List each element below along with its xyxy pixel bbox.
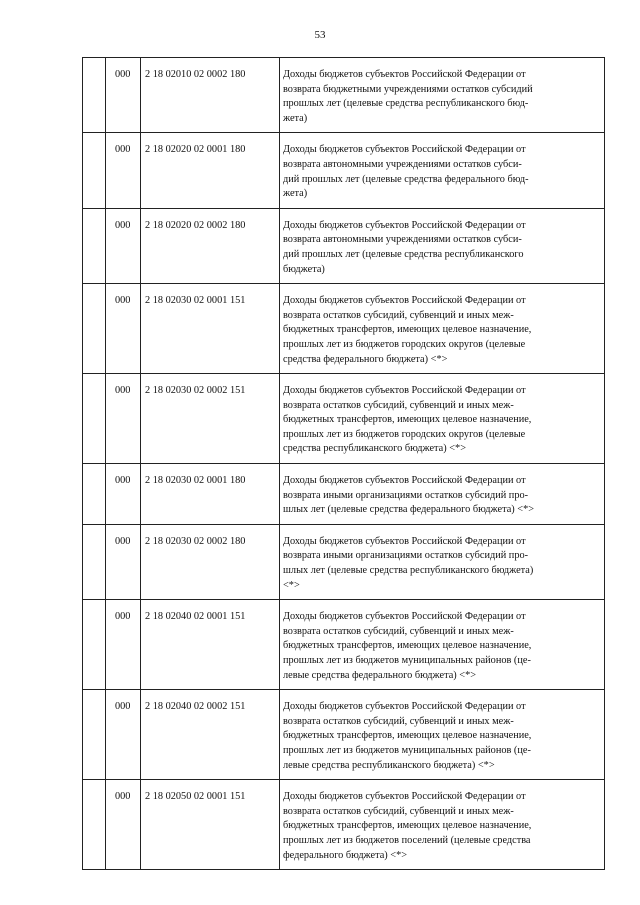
- description-line: прошлых лет из бюджетов муниципальных районов (це-: [283, 655, 531, 666]
- description-line: федерального бюджета) <*>: [283, 849, 408, 861]
- admin-code-cell: 000: [106, 690, 141, 780]
- revenue-description-cell: [280, 690, 605, 780]
- revenue-code-cell: 2 18 02020 02 0002 180: [141, 208, 280, 283]
- description-line: бюджетных трансфертов, имеющих целевое назначение,: [283, 730, 532, 742]
- table-row: [83, 780, 605, 870]
- description-line: прошлых лет из бюджетов поселений (целевые средства: [283, 834, 531, 846]
- revenue-code-cell: 2 18 02010 02 0002 180: [141, 58, 280, 133]
- revenue-code-cell: 2 18 02040 02 0001 151: [141, 600, 280, 690]
- description-line: бюджетных трансфертов, имеющих целевое назначение,: [283, 324, 532, 336]
- table-row: [83, 133, 605, 208]
- row-blank-cell: [83, 690, 106, 780]
- description-line: шлых лет (целевые средства федерального бюджета) <*>: [283, 504, 535, 516]
- revenue-description-cell: [280, 780, 605, 870]
- description-line: Доходы бюджетов субъектов Российской Федерации от: [283, 701, 526, 713]
- table-row: [83, 464, 605, 525]
- table-row: [83, 374, 605, 464]
- description-line: возврата автономными учреждениями остатков субси-: [283, 234, 522, 246]
- admin-code-cell: 000: [106, 524, 141, 599]
- description-line: Доходы бюджетов субъектов Российской Федерации от: [283, 535, 526, 547]
- description-line: бюджетных трансфертов, имеющих целевое назначение,: [283, 640, 532, 652]
- description-line: Доходы бюджетов субъектов Российской Федерации от: [283, 791, 526, 803]
- row-blank-cell: [83, 374, 106, 464]
- description-line: средства республиканского бюджета) <*>: [283, 443, 467, 455]
- description-line: возврата остатков субсидий, субвенций и иных меж-: [283, 399, 514, 411]
- admin-code-cell: 000: [106, 464, 141, 525]
- revenue-code-cell: 2 18 02050 02 0001 151: [141, 780, 280, 870]
- description-line: Доходы бюджетов субъектов Российской Федерации от: [283, 144, 526, 156]
- description-line: возврата остатков субсидий, субвенций и иных меж-: [283, 309, 514, 321]
- description-line: возврата остатков субсидий, субвенций и иных меж-: [283, 625, 514, 637]
- description-line: дий прошлых лет (целевые средства федерального бюд-: [283, 173, 529, 185]
- description-line: возврата остатков субсидий, субвенций и иных меж-: [283, 715, 514, 727]
- description-line: Доходы бюджетов субъектов Российской Федерации от: [283, 219, 526, 231]
- description-line: Доходы бюджетов субъектов Российской Федерации от: [283, 385, 526, 397]
- description-line: бюджетных трансфертов, имеющих целевое назначение,: [283, 820, 532, 832]
- description-line: шлых лет (целевые средства республиканского бюджета): [283, 565, 534, 577]
- revenue-code-cell: 2 18 02030 02 0001 151: [141, 284, 280, 374]
- description-line: возврата иными организациями остатков субсидий про-: [283, 489, 529, 501]
- revenue-description-cell: [280, 133, 605, 208]
- row-blank-cell: [83, 284, 106, 374]
- admin-code-cell: 000: [106, 374, 141, 464]
- revenue-description-cell: [280, 284, 605, 374]
- admin-code-cell: 000: [106, 58, 141, 133]
- table-row: [83, 284, 605, 374]
- description-line: Доходы бюджетов субъектов Российской Федерации от: [283, 611, 526, 623]
- description-line: левые средства федерального бюджета) <*>: [283, 669, 477, 681]
- revenue-code-cell: 2 18 02030 02 0002 151: [141, 374, 280, 464]
- revenue-code-cell: 2 18 02030 02 0001 180: [141, 464, 280, 525]
- description-line: бюджетных трансфертов, имеющих целевое назначение,: [283, 414, 532, 426]
- description-line: возврата автономными учреждениями остатков субси-: [283, 158, 522, 170]
- revenue-description-cell: [280, 464, 605, 525]
- table-body: [83, 58, 605, 870]
- description-line: Доходы бюджетов субъектов Российской Федерации от: [283, 475, 526, 487]
- revenue-description-cell: [280, 208, 605, 283]
- admin-code-cell: 000: [106, 133, 141, 208]
- row-blank-cell: [83, 524, 106, 599]
- page-number: 53: [314, 29, 326, 41]
- description-line: левые средства республиканского бюджета) <*>: [283, 759, 495, 771]
- admin-code-cell: 000: [106, 208, 141, 283]
- description-line: жета): [283, 188, 308, 200]
- revenue-description-cell: [280, 524, 605, 599]
- description-line: жета): [283, 112, 308, 124]
- table-row: [83, 208, 605, 283]
- table-row: [83, 600, 605, 690]
- revenue-description-cell: [280, 374, 605, 464]
- description-line: возврата иными организациями остатков субсидий про-: [283, 550, 529, 562]
- budget-revenue-table: [82, 57, 605, 870]
- description-line: прошлых лет из бюджетов городских округов (целевые: [283, 428, 526, 440]
- row-blank-cell: [83, 780, 106, 870]
- description-line: возврата остатков субсидий, субвенций и иных меж-: [283, 805, 514, 817]
- description-line: дий прошлых лет (целевые средства республиканского: [283, 248, 524, 260]
- admin-code-cell: 000: [106, 780, 141, 870]
- admin-code-cell: 000: [106, 600, 141, 690]
- table-row: [83, 524, 605, 599]
- revenue-code-cell: 2 18 02040 02 0002 151: [141, 690, 280, 780]
- revenue-description-cell: [280, 600, 605, 690]
- description-line: Доходы бюджетов субъектов Российской Федерации от: [283, 295, 526, 307]
- table-row: [83, 58, 605, 133]
- table-row: [83, 690, 605, 780]
- revenue-code-cell: 2 18 02030 02 0002 180: [141, 524, 280, 599]
- description-line: <*>: [283, 579, 300, 591]
- revenue-code-cell: 2 18 02020 02 0001 180: [141, 133, 280, 208]
- description-line: прошлых лет (целевые средства республиканского бюд-: [283, 98, 529, 110]
- description-line: бюджета): [283, 263, 325, 275]
- description-line: средства федерального бюджета) <*>: [283, 353, 448, 365]
- description-line: прошлых лет из бюджетов муниципальных районов (це-: [283, 744, 531, 756]
- revenue-description-cell: [280, 58, 605, 133]
- row-blank-cell: [83, 133, 106, 208]
- row-blank-cell: [83, 58, 106, 133]
- row-blank-cell: [83, 208, 106, 283]
- description-line: Доходы бюджетов субъектов Российской Федерации от: [283, 69, 526, 80]
- row-blank-cell: [83, 464, 106, 525]
- description-line: возврата бюджетными учреждениями остатков субсидий: [283, 83, 533, 95]
- row-blank-cell: [83, 600, 106, 690]
- admin-code-cell: 000: [106, 284, 141, 374]
- description-line: прошлых лет из бюджетов городских округов (целевые: [283, 338, 526, 350]
